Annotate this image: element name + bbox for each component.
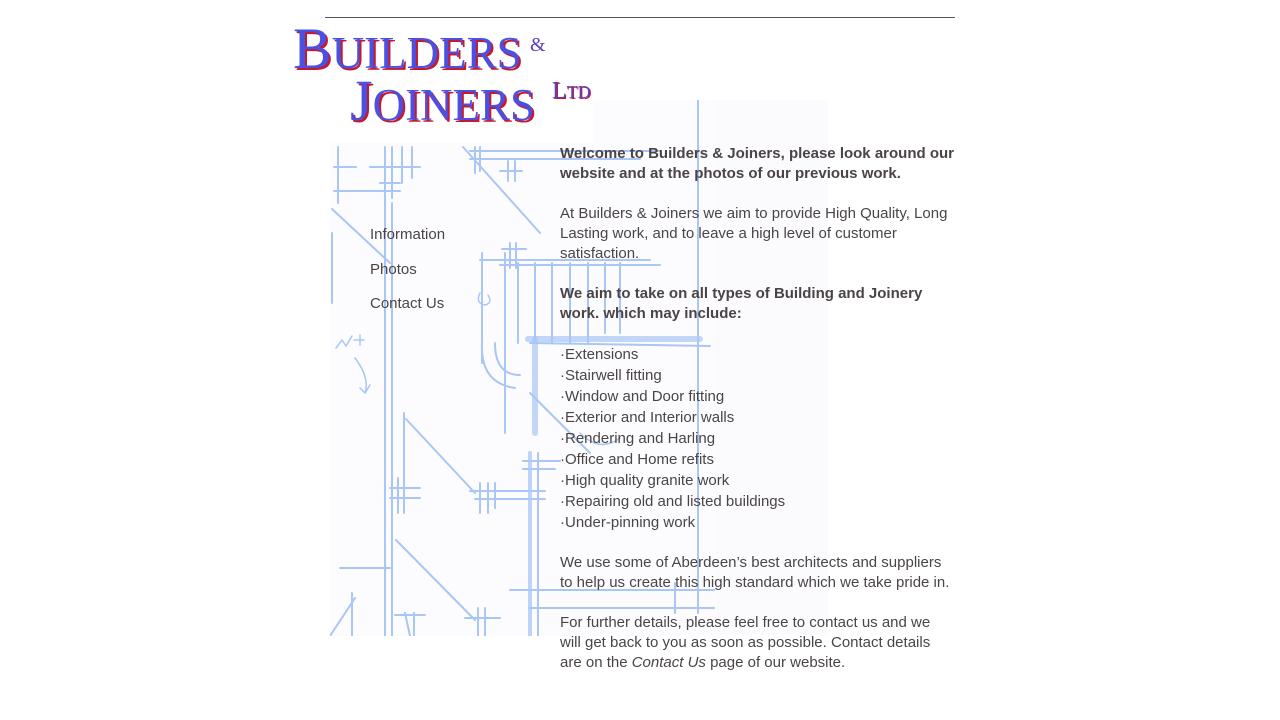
list-item: ·Window and Door fitting — [560, 388, 725, 405]
contact-text: For further details, please feel free to contact us and we will get back to you as soon as possible. Contact details are on the Contact Us page of our website. — [560, 614, 931, 671]
list-item: ·Rendering and Harling — [560, 430, 716, 447]
company-logo[interactable] — [293, 16, 603, 145]
suppliers-text: We use some of Aberdeen’s best architects and suppliers to help us create this high standard which we take pride in. — [560, 554, 950, 591]
main-navigation — [370, 226, 445, 330]
list-item: ·High quality granite work — [560, 472, 730, 489]
services-list — [560, 344, 955, 533]
header-divider — [325, 17, 955, 18]
list-item: ·Office and Home refits — [560, 451, 714, 468]
welcome-text: Welcome to Builders & Joiners, please look around our website and at the photos of our previous work. — [560, 145, 954, 182]
services-heading: We aim to take on all types of Building and Joinery work. which may include: — [560, 285, 923, 322]
main-content — [560, 144, 955, 693]
logo-ltd: LTD — [552, 78, 591, 104]
list-item: ·Repairing old and listed buildings — [560, 493, 786, 510]
blueprint-top-strip — [593, 100, 715, 143]
intro-text: At Builders & Joiners we aim to provide High Quality, Long Lasting work, and to leave a high level of customer satisfaction. — [560, 205, 948, 262]
list-item: ·Exterior and Interior walls — [560, 409, 735, 426]
logo-line-builders: BUILDERS — [293, 16, 522, 81]
logo-ampersand: & — [530, 34, 546, 56]
list-item: ·Under-pinning work — [560, 514, 696, 531]
list-item: ·Stairwell fitting — [560, 367, 662, 384]
nav-information[interactable]: Information — [370, 226, 446, 243]
nav-contact-us[interactable]: Contact Us — [370, 295, 445, 312]
contact-us-reference: Contact Us — [631, 654, 706, 671]
nav-photos[interactable]: Photos — [370, 260, 417, 278]
logo-line-joiners: JOINERS — [350, 68, 536, 133]
list-item: ·Extensions — [560, 346, 639, 363]
